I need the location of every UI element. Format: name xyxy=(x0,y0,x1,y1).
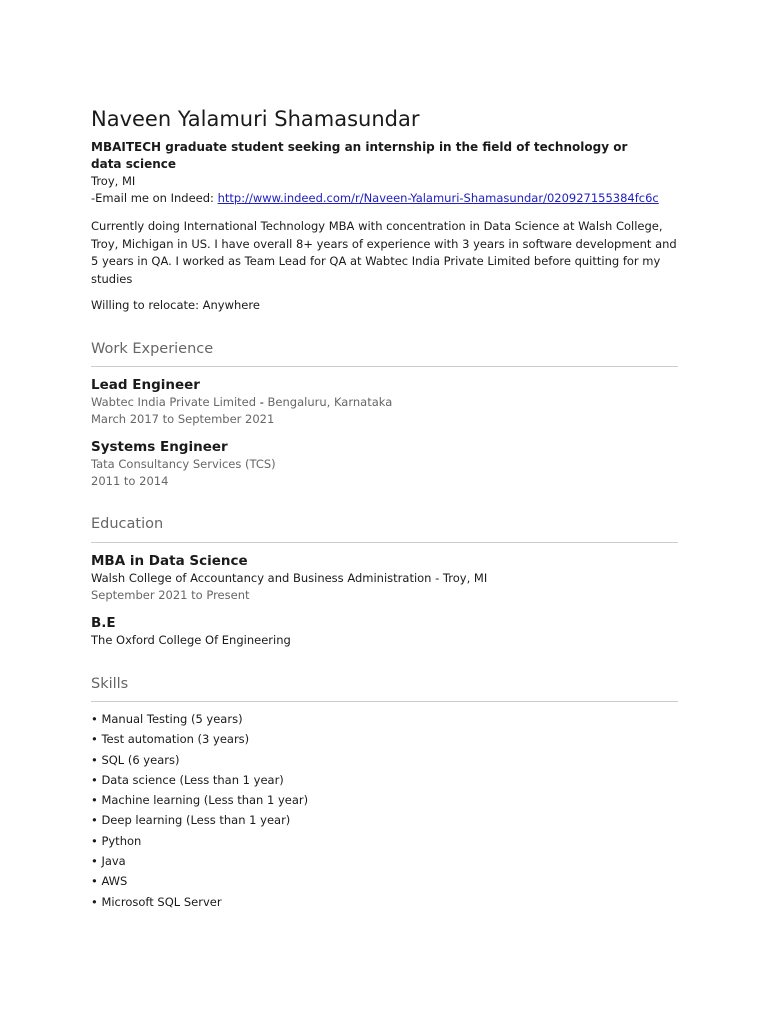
degree-title: B.E xyxy=(91,615,116,631)
skills-divider xyxy=(91,701,678,702)
job-dates: March 2017 to September 2021 xyxy=(91,412,275,426)
skill-item: • Manual Testing (5 years) xyxy=(91,712,243,726)
education-divider xyxy=(91,542,678,543)
job-title: Systems Engineer xyxy=(91,439,228,455)
skill-item: • Java xyxy=(91,854,126,869)
school-name: The Oxford College Of Engineering xyxy=(91,633,291,647)
job-company-line xyxy=(91,394,392,411)
skill-item: • Data science (Less than 1 year) xyxy=(91,772,284,787)
job-company: Wabtec India Private Limited xyxy=(91,395,257,409)
summary-text: Currently doing International Technology MBA with concentration in Data Science at Walsh College, Troy, Michigan in US. I have overall 8+ years of experience with 3 years in software development and 5 years in QA. I worked as Team Lead for QA at Wabtec India Private Limited before quitting for my studies xyxy=(91,219,677,286)
skills-list xyxy=(91,709,308,912)
job-title: Lead Engineer xyxy=(91,377,200,393)
skill-item: • Machine learning (Less than 1 year) xyxy=(91,793,309,808)
email-prefix: -Email me on Indeed: xyxy=(91,191,218,205)
work-experience-heading: Work Experience xyxy=(91,341,214,357)
email-line xyxy=(91,190,659,207)
candidate-location: Troy, MI xyxy=(91,174,136,188)
candidate-name: Naveen Yalamuri Shamasundar xyxy=(91,107,420,131)
company-separator: - xyxy=(256,395,268,409)
skills-heading: Skills xyxy=(91,676,129,692)
work-experience-divider xyxy=(91,366,678,367)
relocate-text: Willing to relocate: Anywhere xyxy=(91,298,260,312)
candidate-headline: MBAITECH graduate student seeking an internship in the field of technology or data science xyxy=(91,140,628,171)
skill-item: • Microsoft SQL Server xyxy=(91,894,222,909)
job-dates: 2011 to 2014 xyxy=(91,474,169,488)
job-location: Bengaluru, Karnataka xyxy=(267,395,393,409)
skill-item: • Python xyxy=(91,833,142,848)
skill-item: • Test automation (3 years) xyxy=(91,732,250,747)
indeed-profile-link[interactable]: http://www.indeed.com/r/Naveen-Yalamuri-Shamasundar/020927155384fc6c xyxy=(217,191,659,205)
school-name: Walsh College of Accountancy and Business Administration - Troy, MI xyxy=(91,571,488,585)
education-dates: September 2021 to Present xyxy=(91,588,250,602)
education-heading: Education xyxy=(91,516,164,532)
job-company: Tata Consultancy Services (TCS) xyxy=(91,457,276,471)
skill-item: • Deep learning (Less than 1 year) xyxy=(91,813,291,828)
skill-item: • SQL (6 years) xyxy=(91,752,180,767)
degree-title: MBA in Data Science xyxy=(91,553,248,569)
skill-item: • AWS xyxy=(91,874,128,889)
